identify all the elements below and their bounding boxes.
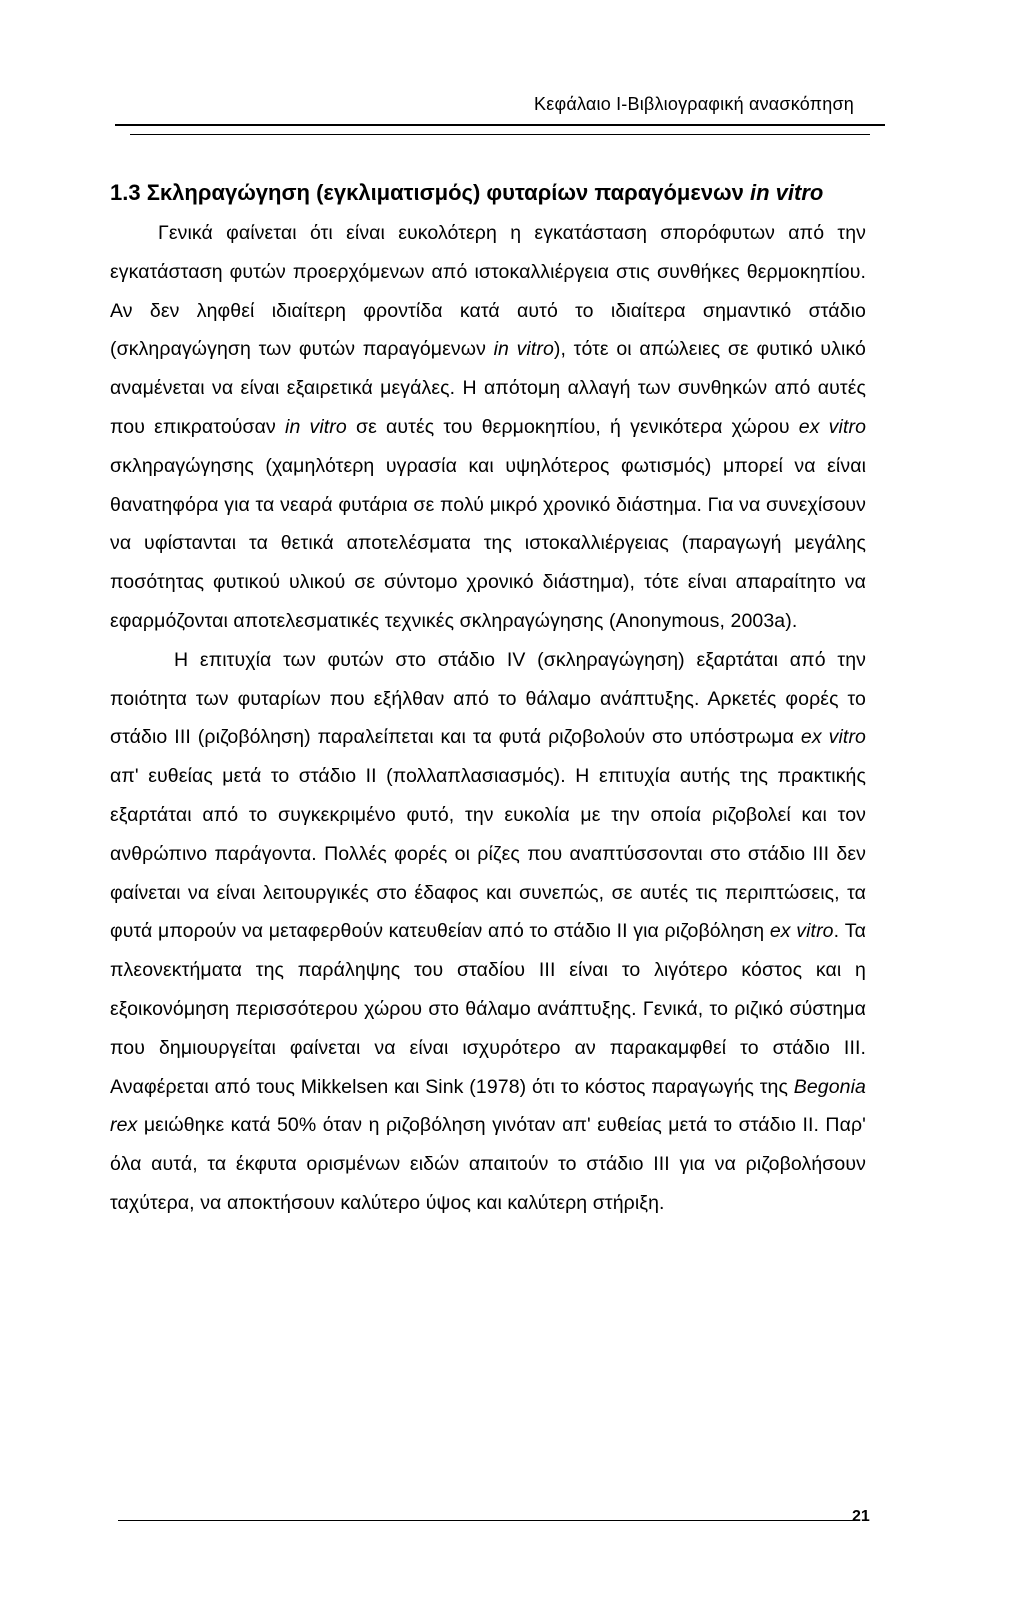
paragraph-2-italic-3: Begonia rex <box>110 1075 866 1137</box>
paragraph-2-italic-2: ex vitro <box>769 920 834 943</box>
paragraph-1 <box>110 214 866 641</box>
paragraph-1-text-4: σκληραγώγησης (χαμηλότερη υγρασία και υψηλότερος φωτισμός) μπορεί να είναι θανατηφόρα για τα νεαρά φυτάρια σε πολύ μικρό χρονικό διάστημα. Για να συνεχίσουν να υφίστανται τα θετικά αποτελέσματα της ιστοκαλλιέργειας (παραγωγή μεγάλης ποσότητας φυτικού υλικού σε σύντομο χρονικό διάστημα), τότε είναι απαραίτητο να εφαρμόζονται αποτελεσματικές τεχνικές σκληραγώγησης (Anonymous, 2003a). <box>110 454 866 632</box>
paragraph-1-italic-3: ex vitro <box>798 415 867 438</box>
paragraph-1-text-2: ), τότε οι απώλειες σε φυτικό υλικό αναμένεται να είναι εξαιρετικά μεγάλες. Η απότομη αλλαγή των συνθηκών από αυτές που επικρατούσαν <box>110 338 867 438</box>
page-number: 21 <box>852 1508 870 1525</box>
paragraph-1-italic-1: in vitro <box>493 338 554 361</box>
paragraph-1-italic-2: in vitro <box>285 415 347 438</box>
header-rule <box>115 124 885 126</box>
running-header: Κεφάλαιο Ι-Βιβλιογραφική ανασκόπηση <box>534 94 854 114</box>
paragraph-2-text-3: . Τα πλεονεκτήματα της παράληψης του σταδίου III είναι το λιγότερο κόστος και η εξοικονόμηση περισσότερου χώρου στο θάλαμο ανάπτυξης. Γενικά, το ριζικό σύστημα που δημιουργείται φαίνεται να είναι ισχυρότερο αν παρακαμφθεί το στάδιο III. Αναφέρεται από τους Mikkelsen και Sink (1978) ότι το κόστος παραγωγής της <box>110 920 866 1098</box>
paragraph-2-text-1: Η επιτυχία των φυτών στο στάδιο IV (σκληραγώγηση) εξαρτάται από την ποιότητα των φυταρίων που εξήλθαν από το θάλαμο ανάπτυξης. Αρκετές φορές το στάδιο III (ριζοβόληση) παραλείπεται και τα φυτά ριζοβολούν στο υπόστρωμα <box>110 648 866 749</box>
section-title <box>110 180 823 206</box>
paragraph-2-text-2: απ' ευθείας μετά το στάδιο II (πολλαπλασιασμός). Η επιτυχία αυτής της πρακτικής εξαρτάται από το συγκεκριμένο φυτό, την ευκολία με την οποία ριζοβολεί και τον ανθρώπινο παράγοντα. Πολλές φορές οι ρίζες που αναπτύσσονται στο στάδιο III δεν φαίνεται να είναι λειτουργικές στο έδαφος και συνεπώς, σε αυτές τις περιπτώσεις, τα φυτά μπορούν να μεταφερθούν κατευθείαν από το στάδιο II για ριζοβόληση <box>110 765 866 943</box>
paragraph-2-text-4: μειώθηκε κατά 50% όταν η ριζοβόληση γινόταν απ' ευθείας μετά το στάδιο II. Παρ' όλα αυτά, τα έκφυτα ορισμένων ειδών απαιτούν το στάδιο III για να ριζοβολήσουν ταχύτερα, να αποκτήσουν καλύτερο ύψος και καλύτερη στήριξη. <box>110 1114 866 1214</box>
header-rule-secondary <box>130 134 870 135</box>
paragraph-1-text-1: Γενικά φαίνεται ότι είναι ευκολότερη η εγκατάσταση σπορόφυτων από την εγκατάσταση φυτών προερχόμενων από ιστοκαλλιέργεια στις συνθήκες θερμοκηπίου. Αν δεν ληφθεί ιδιαίτερη φροντίδα κατά αυτό το ιδιαίτερα σημαντικό στάδιο (σκληραγώγηση των φυτών παραγόμενων <box>110 222 866 361</box>
section-title-text: 1.3 Σκληραγώγηση (εγκλιματισμός) φυταρίων παραγόμενων <box>110 180 750 205</box>
paragraph-2-italic-1: ex vitro <box>800 726 866 749</box>
paragraph-1-text-3: σε αυτές του θερμοκηπίου, ή γενικότερα χώρου <box>346 415 799 438</box>
section-title-italic: in vitro <box>750 180 824 205</box>
paragraph-2 <box>110 641 866 1223</box>
body-text <box>110 214 866 1223</box>
footer-rule <box>118 1520 858 1521</box>
